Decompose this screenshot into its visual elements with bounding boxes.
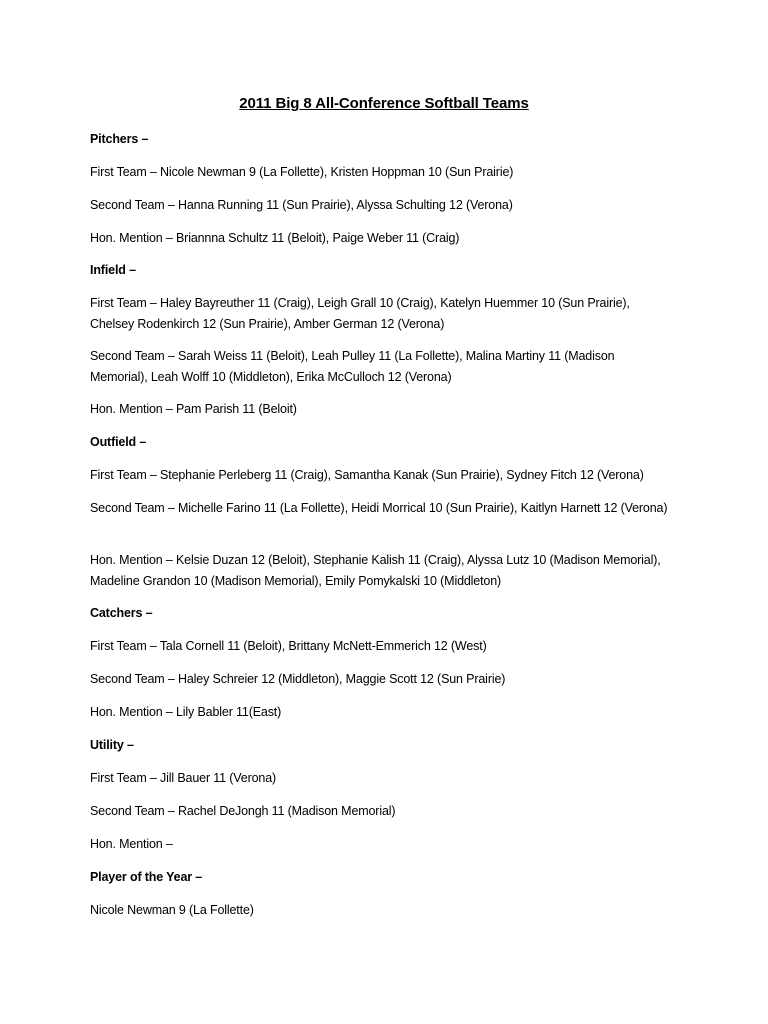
catchers-first-team: First Team – Tala Cornell 11 (Beloit), Brittany McNett-Emmerich 12 (West) <box>90 639 487 653</box>
pitchers-second-team: Second Team – Hanna Running 11 (Sun Prairie), Alyssa Schulting 12 (Verona) <box>90 198 513 212</box>
outfield-second-team: Second Team – Michelle Farino 11 (La Follette), Heidi Morrical 10 (Sun Prairie), Kaitlyn Harnett 12 (Verona) <box>90 501 668 515</box>
utility-first-team: First Team – Jill Bauer 11 (Verona) <box>90 771 277 785</box>
infield-first-team: First Team – Haley Bayreuther 11 (Craig), Leigh Grall 10 (Craig), Katelyn Huemmer 10 (Sun Prairie), Chelsey Rodenkirch 12 (Sun Prairie), Amber German 12 (Verona) <box>90 296 630 331</box>
infield-second-team: Second Team – Sarah Weiss 11 (Beloit), Leah Pulley 11 (La Follette), Malina Martiny 11 (Madison Memorial), Leah Wolff 10 (Middleton), Erika McCulloch 12 (Verona) <box>90 349 615 384</box>
section-heading-catchers: Catchers – <box>90 606 153 620</box>
section-heading-infield: Infield – <box>90 263 136 277</box>
catchers-second-team: Second Team – Haley Schreier 12 (Middleton), Maggie Scott 12 (Sun Prairie) <box>90 672 506 686</box>
outfield-first-team: First Team – Stephanie Perleberg 11 (Craig), Samantha Kanak (Sun Prairie), Sydney Fitch 12 (Verona) <box>90 468 644 482</box>
infield-honorable-mention: Hon. Mention – Pam Parish 11 (Beloit) <box>90 402 297 416</box>
player-of-the-year: Nicole Newman 9 (La Follette) <box>90 903 254 917</box>
catchers-honorable-mention: Hon. Mention – Lily Babler 11(East) <box>90 705 282 719</box>
section-heading-player-of-the-year: Player of the Year – <box>90 870 203 884</box>
utility-honorable-mention: Hon. Mention – <box>90 837 173 851</box>
outfield-honorable-mention: Hon. Mention – Kelsie Duzan 12 (Beloit), Stephanie Kalish 11 (Craig), Alyssa Lutz 10 (Madison Memorial), Madeline Grandon 10 (Madison Memorial), Emily Pomykalski 10 (Middleton) <box>90 553 661 588</box>
pitchers-first-team: First Team – Nicole Newman 9 (La Follette), Kristen Hoppman 10 (Sun Prairie) <box>90 165 514 179</box>
section-heading-outfield: Outfield – <box>90 435 147 449</box>
utility-second-team: Second Team – Rachel DeJongh 11 (Madison Memorial) <box>90 804 396 818</box>
section-heading-pitchers: Pitchers – <box>90 132 149 146</box>
pitchers-honorable-mention: Hon. Mention – Briannna Schultz 11 (Beloit), Paige Weber 11 (Craig) <box>90 231 460 245</box>
document-title: 2011 Big 8 All-Conference Softball Teams <box>239 95 529 112</box>
section-heading-utility: Utility – <box>90 738 134 752</box>
